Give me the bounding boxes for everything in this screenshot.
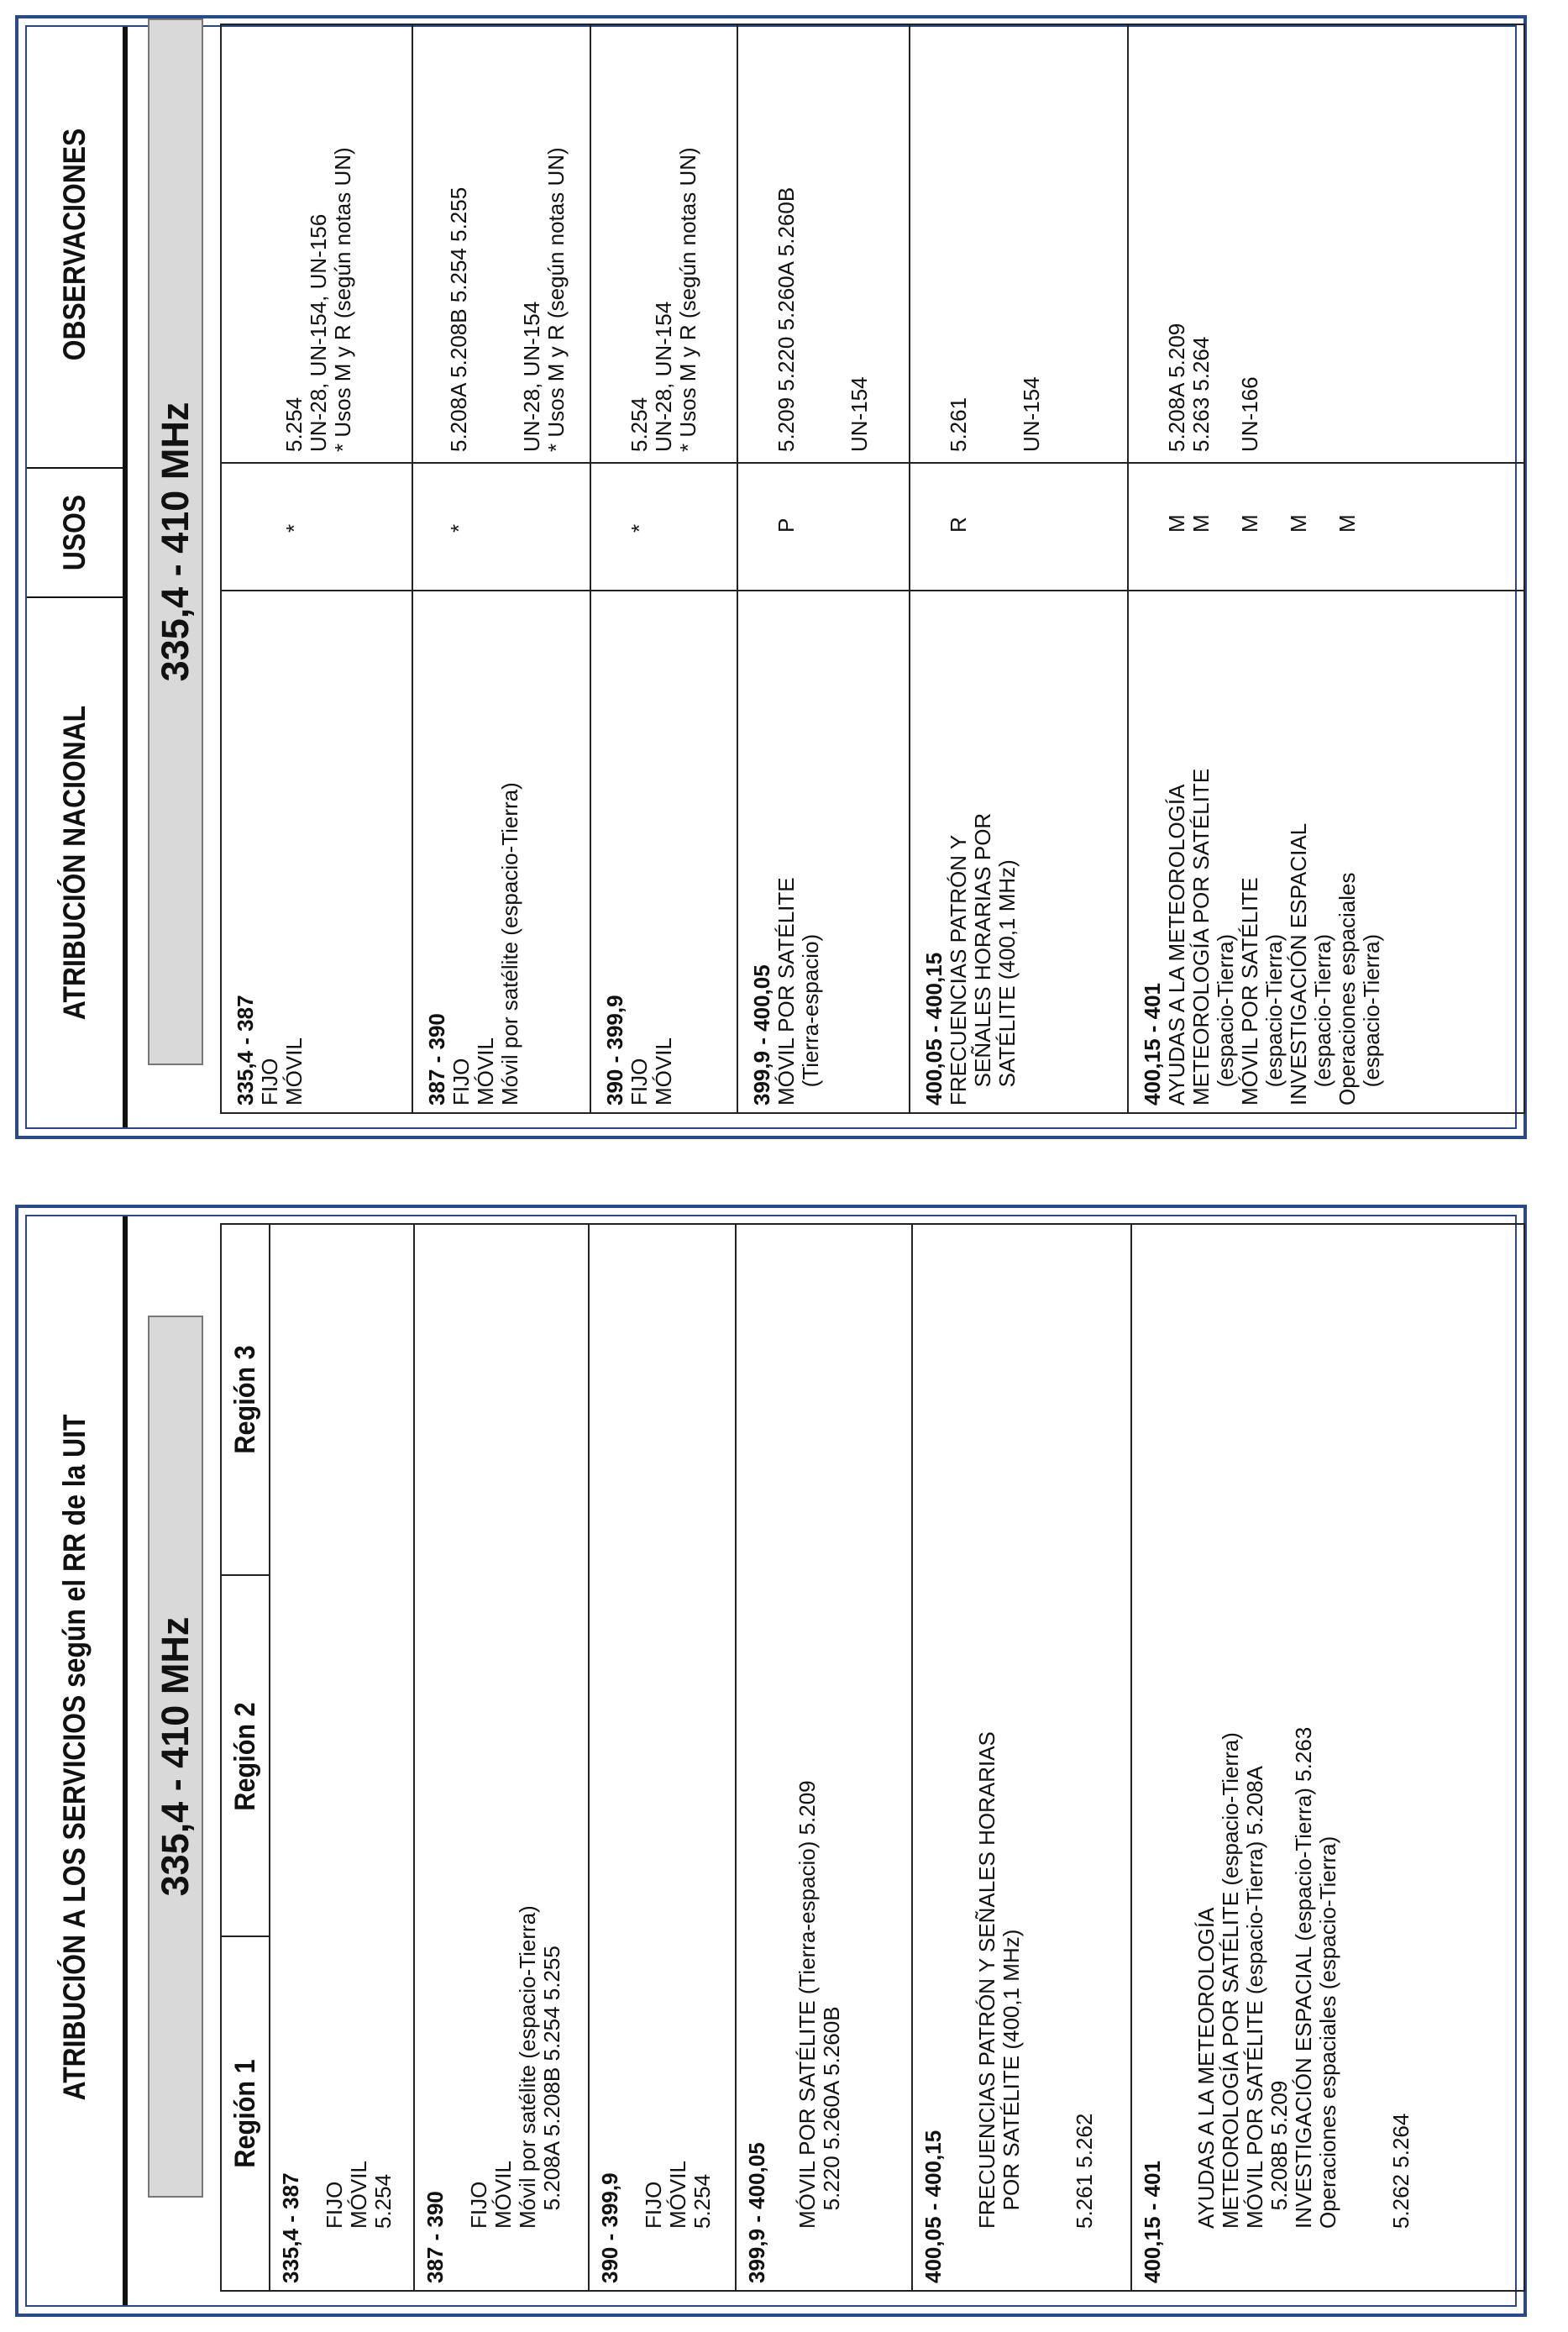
range-label: 387 - 390 [424,1013,449,1106]
usos-text: R [946,517,971,533]
usos-text: * [446,523,471,533]
range-label: 335,4 - 387 [233,995,258,1106]
col-header-usos: USOS [57,494,92,571]
itu-band-label: 335,4 - 410 MHz [148,1316,203,2198]
range-label: 335,4 - 387 [278,2172,303,2283]
itu-title: ATRIBUCIÓN A LOS SERVICIOS según el RR de la UIT [57,1414,92,2101]
range-label: 399,9 - 400,05 [744,2142,769,2283]
range-label: 400,15 - 401 [1140,2160,1165,2283]
col-header-atribucion-nacional: ATRIBUCIÓN NACIONAL [57,705,92,1021]
observaciones-text: 5.254 UN-28, UN-154 * Usos M y R (según notas UN) [627,147,700,452]
table-row [269,1225,413,2290]
range-label: 390 - 399,9 [597,2172,622,2283]
table-row [735,1225,911,2290]
itu-panel-frame [25,1215,1517,2307]
allocation-text: AYUDAS A LA METEOROLOGÍA METEOROLOGÍA POR SATÉLITE (espacio-Tierra) MÓVIL POR SATÉLITE (espacio-Tierra) INVESTIGACIÓN ESPACIAL (espacio-Tierra) Operaciones espaciales (espacio-Tierra) [1164,768,1384,1106]
row-content: FIJO MÓVIL Móvil por satélite (espacio-Tierra) 5.208A 5.208B 5.254 5.255 [466,1905,564,2229]
allocation-text: MÓVIL POR SATÉLITE (Tierra-espacio) [774,877,823,1106]
observaciones-text: 5.254 UN-28, UN-154, UN-156 * Usos M y R (según notas UN) [281,147,355,452]
range-label: 399,9 - 400,05 [749,964,774,1106]
national-header [27,27,124,1127]
range-label: 400,05 - 400,15 [921,952,947,1106]
col-header-region-2: Región 2 [228,1702,261,1811]
table-row [737,25,909,1112]
allocation-text: FIJO MÓVIL [257,1037,307,1106]
itu-column-headers [222,1225,269,2290]
national-allocation-panel [15,15,1527,1139]
col-header-region-3: Región 3 [228,1345,261,1454]
range-label: 400,15 - 401 [1140,982,1165,1106]
header-divider [27,467,123,469]
header-rule [123,1216,128,2305]
itu-header [27,1216,124,2305]
usos-text: P [774,517,799,533]
allocation-text: FIJO MÓVIL Móvil por satélite (espacio-Tierra) [448,782,522,1106]
table-row [909,25,1127,1112]
national-panel-frame [25,25,1517,1129]
row-content: MÓVIL POR SATÉLITE (Tierra-espacio) 5.209 5.220 5.260A 5.260B [794,1780,844,2229]
row-content: FRECUENCIAS PATRÓN Y SEÑALES HORARIAS POR SATÉLITE (400,1 MHz) 5.261 5.262 [974,1731,1097,2229]
table-row [1127,25,1527,1112]
row-content: FIJO MÓVIL 5.254 [322,2161,396,2229]
table-row [1130,1225,1527,2290]
table-row [588,1225,735,2290]
range-label: 387 - 390 [422,2191,448,2283]
observaciones-text: 5.208A 5.208B 5.254 5.255 UN-28, UN-154 * Usos M y R (según notas UN) [446,147,569,452]
col-divider [222,1574,269,1576]
observaciones-text: 5.261 UN-154 [946,376,1044,452]
col-header-region-1: Región 1 [228,2059,261,2168]
row-content: AYUDAS A LA METEOROLOGÍA METEOROLOGÍA POR SATÉLITE (espacio-Tierra) MÓVIL POR SATÉLITE (espacio-Tierra) 5.208A 5.208B 5.209 INVESTIGACIÓN ESPACIAL (espacio-Tierra) 5.263 Operaciones espaciales (espacio-Tierra) 5.262 5.264 [1193,1726,1413,2229]
table-row [412,25,590,1112]
col-divider [222,1935,269,1937]
range-label: 400,05 - 400,15 [920,2130,946,2283]
table-row [911,1225,1130,2290]
usos-text: * [627,523,652,533]
observaciones-text: 5.208A 5.209 5.263 5.264 UN-166 [1164,323,1262,452]
usos-text: M M M M M [1164,514,1360,533]
usos-text: * [281,523,307,533]
table-row [413,1225,588,2290]
header-rule [123,27,128,1127]
row-content: FIJO MÓVIL 5.254 [641,2161,715,2229]
col-header-observaciones: OBSERVACIONES [57,128,92,361]
table-row [590,25,737,1112]
table-row [222,25,412,1112]
allocation-text: FRECUENCIAS PATRÓN Y SEÑALES HORARIAS POR SATÉLITE (400,1 MHz) [946,812,1020,1106]
observaciones-text: 5.209 5.220 5.260A 5.260B UN-154 [774,186,872,452]
national-band-label: 335,4 - 410 MHz [148,18,203,1065]
itu-table [220,1223,1525,2292]
range-label: 390 - 399,9 [602,995,627,1106]
national-table [220,24,1525,1114]
itu-allocation-panel [15,1205,1527,2317]
header-divider [27,596,123,598]
allocation-text: FIJO MÓVIL [627,1037,676,1106]
